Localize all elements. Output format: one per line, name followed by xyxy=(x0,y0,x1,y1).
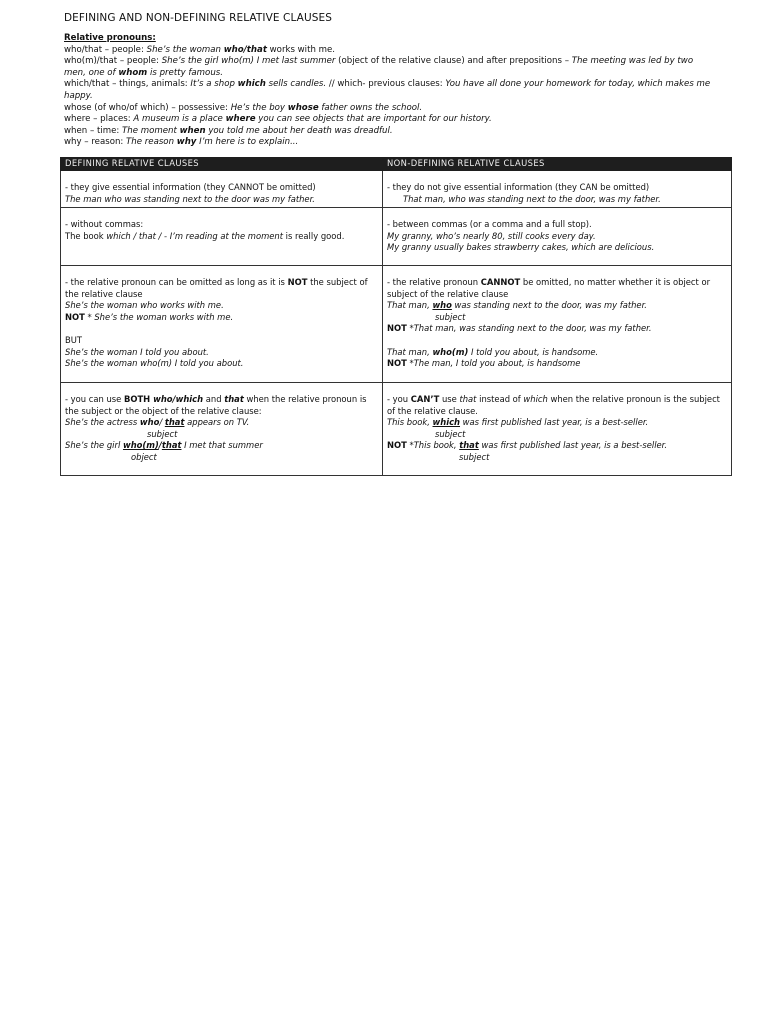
intro-line-where: where – places: A museum is a place where you can see objects that are important for our history. xyxy=(64,114,492,125)
table-row xyxy=(61,383,732,476)
cell-defining-both: - you can use BOTH who/which and that when the relative pronoun is the subject or the object of the relative clause: She’s the actress who/ that appears on TV. subject She’s the girl who(m)/that I met that summer object xyxy=(61,383,383,476)
table-row xyxy=(61,208,732,266)
grammar-label: object xyxy=(131,451,157,462)
intro-line-who: who/that – people: She’s the woman who/that works with me. xyxy=(64,44,336,55)
cell-defining-omission: - the relative pronoun can be omitted as long as it is NOT the subject of the relative clause She’s the woman who works with me. NOT * She’s the woman works with me. BUT She’s the woman I told you about. She’s the woman who(m) I told you about. xyxy=(61,266,383,383)
table-row xyxy=(61,266,732,383)
cell-nondefining-essential: - they do not give essential information (they CAN be omitted) That man, who was standing next to the door, was my father. xyxy=(383,171,732,208)
header-non-defining: NON-DEFINING RELATIVE CLAUSES xyxy=(383,158,732,171)
relative-clauses-table xyxy=(60,157,732,476)
table-header-row xyxy=(61,158,732,171)
cell-nondefining-commas: - between commas (or a comma and a full stop). My granny, who’s nearly 80, still cooks every day. My granny usually bakes strawberry cakes, which are delicious. xyxy=(383,208,732,266)
intro-line-whom: who(m)/that – people: She’s the girl who(m) I met last summer (object of the relative clause) and after prepositions – The meeting was led by two men, one of whom is pretty famous. xyxy=(64,56,694,78)
grammar-label: subject xyxy=(435,311,466,322)
intro-line-why: why – reason: The reason why I’m here is to explain... xyxy=(64,137,299,148)
intro-line-when: when – time: The moment when you told me about her death was dreadful. xyxy=(64,125,393,136)
page-title: DEFINING AND NON-DEFINING RELATIVE CLAUSES xyxy=(64,12,333,24)
grammar-label: subject xyxy=(147,428,178,439)
cell-nondefining-cant: - you CAN’T use that instead of which when the relative pronoun is the subject of the relative clause. This book, which was first published last year, is a best-seller. subject NOT *This book, that was first published last year, is a best-seller. subject xyxy=(383,383,732,476)
grammar-label: subject xyxy=(435,428,466,439)
cell-nondefining-omission: - the relative pronoun CANNOT be omitted, no matter whether it is object or subject of the relative clause That man, who was standing next to the door, was my father. subject NOT *That man, was standing next to the door, was my father. That man, who(m) I told you about, is handsome. NOT *The man, I told you about, is handsome xyxy=(383,266,732,383)
intro-heading: Relative pronouns: xyxy=(64,33,156,43)
table-row xyxy=(61,171,732,208)
cell-defining-commas: - without commas: The book which / that / - I’m reading at the moment is really good. xyxy=(61,208,383,266)
grammar-label: subject xyxy=(459,451,490,462)
cell-defining-essential: - they give essential information (they CANNOT be omitted) The man who was standing next to the door was my father. xyxy=(61,171,383,208)
header-defining: DEFINING RELATIVE CLAUSES xyxy=(61,158,383,171)
intro-line-which: which/that – things, animals: It’s a shop which sells candles. // which- previous clauses: You have all done your homework for today, which makes me happy. xyxy=(64,79,711,101)
intro-line-whose: whose (of who/of which) – possessive: He’s the boy whose father owns the school. xyxy=(64,102,423,113)
relative-pronouns-intro xyxy=(64,33,714,149)
